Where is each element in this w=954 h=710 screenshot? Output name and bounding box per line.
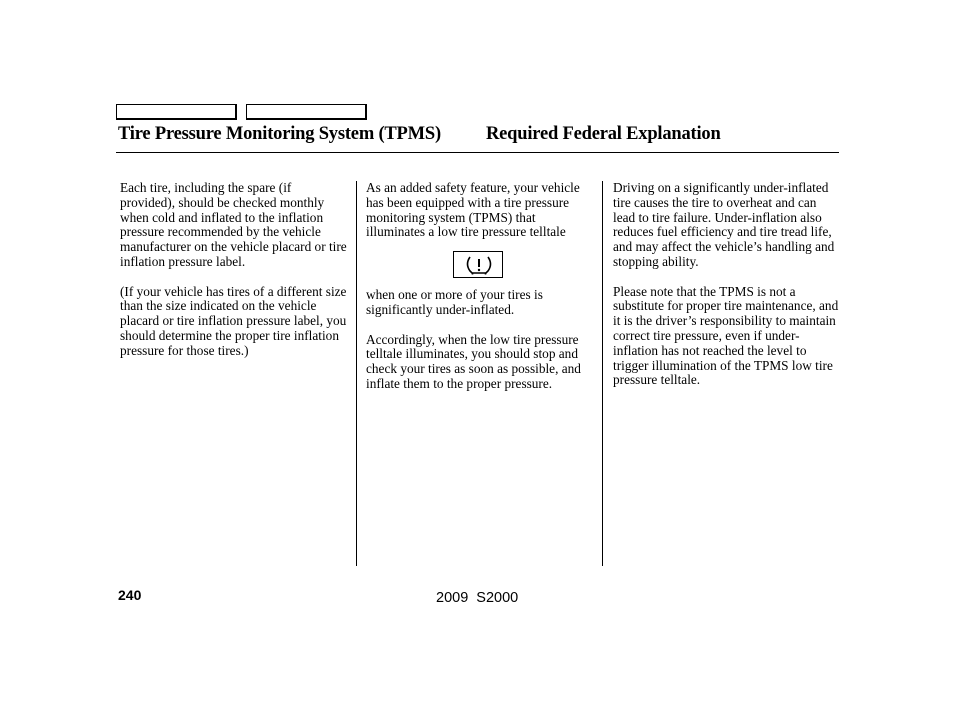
column-divider — [602, 181, 603, 566]
text-column-3 — [613, 181, 841, 403]
header-rule — [116, 152, 839, 153]
low-tire-pressure-telltale-icon — [453, 251, 503, 278]
column-divider — [356, 181, 357, 566]
paragraph: As an added safety feature, your vehicle has been equipped with a tire pressure monitoring system (TPMS) that illuminates a low tire pressure telltale — [366, 180, 580, 240]
section-title: Tire Pressure Monitoring System (TPMS) — [118, 124, 441, 144]
text-column-1 — [120, 181, 348, 373]
paragraph: when one or more of your tires is significantly under-inflated. — [366, 287, 543, 317]
paragraph: Each tire, including the spare (if provided), should be checked monthly when cold and inflated to the inflation pressure recommended by the vehicle manufacturer on the vehicle placard or tire inflation pressure label. — [120, 180, 347, 269]
text-column-2 — [366, 181, 596, 407]
model-footer: 2009 S2000 — [436, 590, 519, 606]
paragraph: Driving on a significantly under-inflated tire causes the tire to overheat and can lead to tire failure. Under-inflation also reduces fuel efficiency and tire tread life, and may affect the vehicle’s handling and stopping ability. — [613, 180, 835, 269]
paragraph: Accordingly, when the low tire pressure telltale illuminates, you should stop and check your tires as soon as possible, and inflate them to the proper pressure. — [366, 331, 581, 391]
page-number: 240 — [118, 587, 142, 603]
paragraph: Please note that the TPMS is not a substitute for proper tire maintenance, and it is the driver’s responsibility to maintain correct tire pressure, even if under-inflation has not reached the level to trigger illumination of the TPMS low tire pressure telltale. — [613, 283, 839, 388]
section-subtitle: Required Federal Explanation — [486, 124, 721, 144]
nav-tab-2[interactable] — [246, 104, 367, 120]
nav-tab-1[interactable] — [116, 104, 237, 120]
paragraph: (If your vehicle has tires of a different size than the size indicated on the vehicle placard or tire inflation pressure label, you should determine the proper tire inflation pressure for those tires.) — [120, 283, 347, 358]
